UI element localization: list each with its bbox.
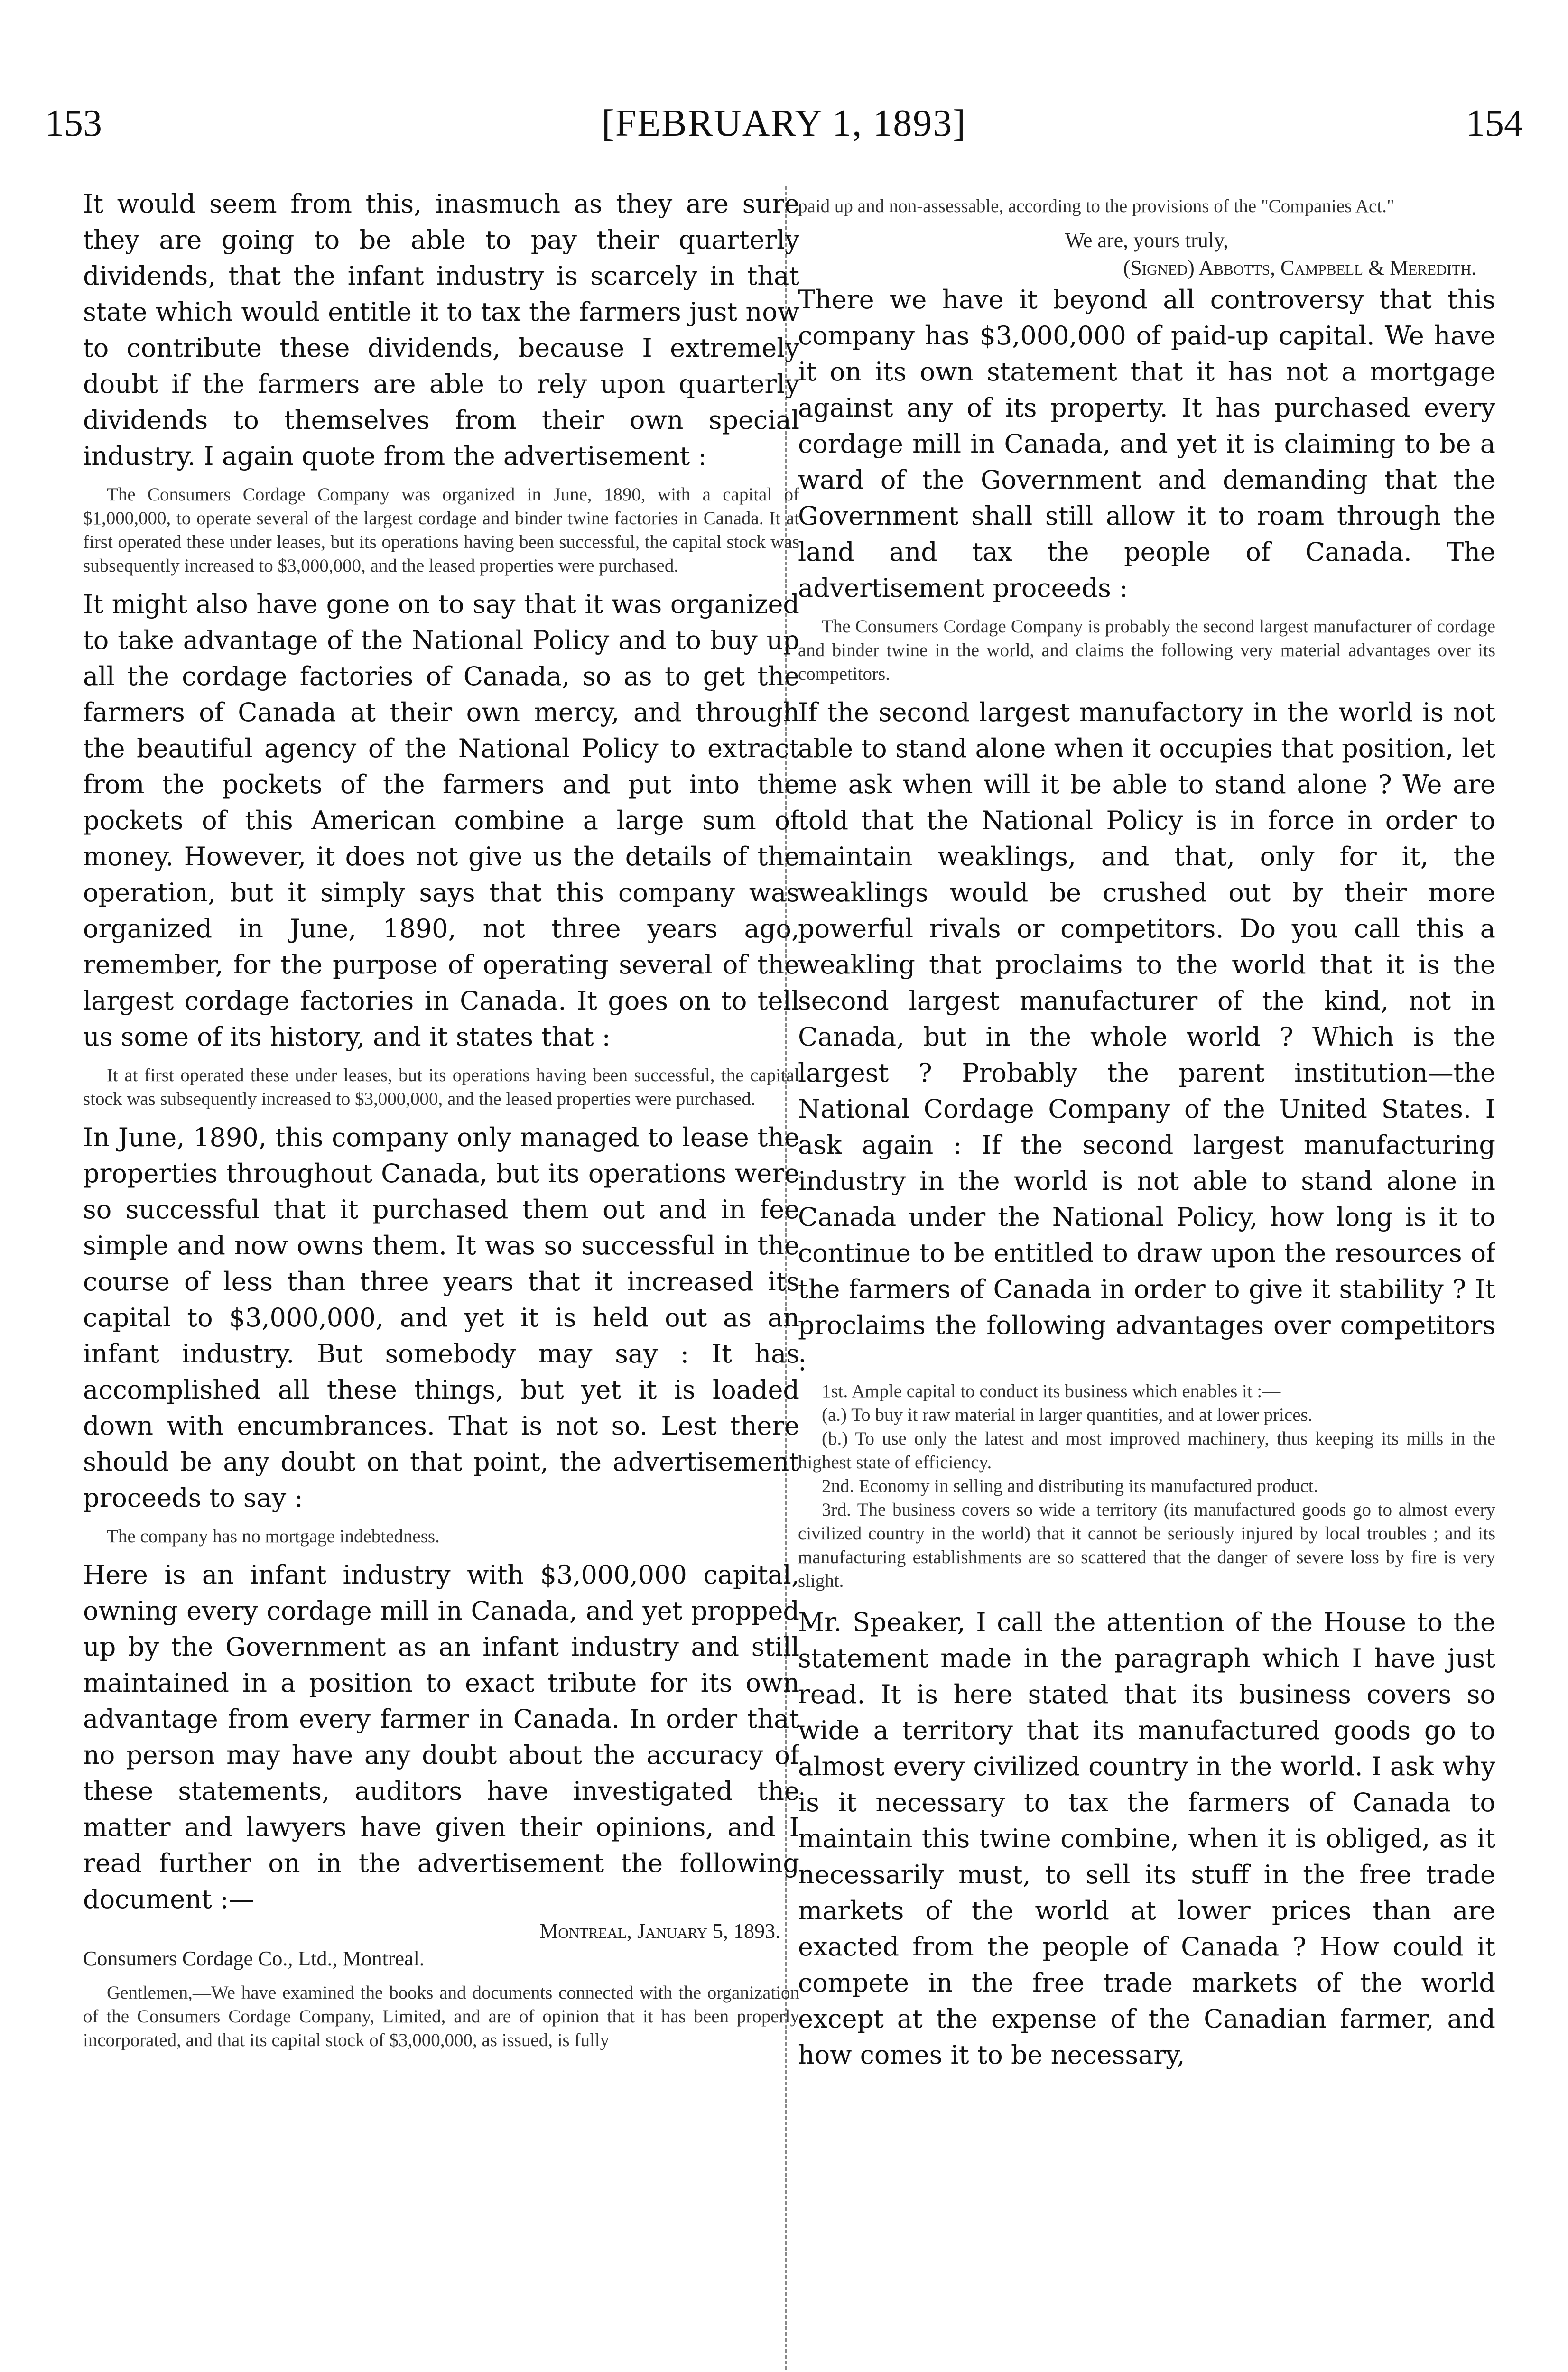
left-quote-3: The company has no mortgage indebtedness. xyxy=(107,1526,440,1547)
letter-closing: We are, yours truly, xyxy=(1065,229,1229,252)
left-paragraph-4: Here is an infant industry with $3,000,000 capital, owning every cordage mill in Canada, and yet propped up by the Government as an infant industry and still maintained in a position to exact tribute for its own advantage from every farmer in Canada. In order that no person may have any doubt about the accuracy of these statements, auditors have investigated the matter and lawyers have given their opinions, and I read further on in the advertisement the following document :— xyxy=(83,1560,799,1914)
advantage-list-item: 3rd. The business covers so wide a territory (its manufactured goods go to almost every civilized country in the world) that it cannot be seriously injured by local troubles ; and its manufacturing establishments are so scattered that the danger of severe loss by fire is very slight. xyxy=(798,1500,1495,1591)
letter-signature: (Signed) Abbotts, Campbell & Meredith. xyxy=(1123,256,1476,279)
left-paragraph-3: In June, 1890, this company only managed to lease the properties throughout Canada, but its operations were so successful that it purchased them out and in fee simple and now owns them. It was so successful in the course of less than three years that it increased its capital to $3,000,000, and yet it is held out as an infant industry. But somebody may say : It has accomplished all these things, but yet it is loaded down with encumbrances. That is not so. Lest there should be any doubt on that point, the advertisement proceeds to say : xyxy=(83,1122,799,1513)
left-quote-1: The Consumers Cordage Company was organized in June, 1890, with a capital of $1,000,000, to operate several of the largest cordage and binder twine factories in Canada. It at first operated these under leases, but its operations having been successful, the capital stock was subsequently increased to $3,000,000, and the leased properties were purchased. xyxy=(83,484,799,576)
right-page-number: 154 xyxy=(1466,102,1523,144)
header-date: [FEBRUARY 1, 1893] xyxy=(602,102,966,144)
left-paragraph-1: It would seem from this, inasmuch as they are sure they are going to be able to pay their quarterly dividends, that the infant industry is scarcely in that state which would entitle it to tax the farmers just now to contribute these dividends, because I extremely doubt if the farmers are able to rely upon quarterly dividends to themselves from their own special industry. I again quote from the advertisement : xyxy=(83,189,799,471)
right-paragraph-3: Mr. Speaker, I call the attention of the House to the statement made in the paragraph which I have just read. It is here stated that its business covers so wide a territory that its manufactured goods go to almost every civilized country in the world. I ask why is it necessary to tax the farmers of Canada to maintain this twine combine, when it is obliged, as it necessarily must, to sell its stuff in the free trade markets of the world at lower prices than are exacted from the people of Canada ? How could it compete in the free trade markets of the world except at the expense of the Canadian farmer, and how comes it to be necessary, xyxy=(798,1607,1495,2070)
advantage-list-item: (b.) To use only the latest and most improved machinery, thus keeping its mills in the highest state of efficiency. xyxy=(798,1428,1495,1473)
advantage-list-item: 1st. Ample capital to conduct its business which enables it :— xyxy=(822,1381,1281,1401)
right-paragraph-1: There we have it beyond all controversy that this company has $3,000,000 of paid-up capital. We have it on its own statement that it has not a mortgage against any of its property. It has purchased every cordage mill in Canada, and yet it is claiming to be a ward of the Government and demanding that the Government shall still allow it to roam through the land and tax the people of Canada. The advertisement proceeds : xyxy=(798,285,1495,603)
right-quote-1: The Consumers Cordage Company is probably the second largest manufacturer of cordage and binder twine in the world, and claims the following very material advantages over its competitors. xyxy=(798,616,1495,684)
advantage-list-item: 2nd. Economy in selling and distributing its manufactured product. xyxy=(822,1476,1318,1496)
letter-body: Gentlemen,—We have examined the books and documents connected with the organization of the Consumers Cordage Company, Limited, and are of opinion that it has been properly incorporated, and that its capital stock of $3,000,000, as issued, is fully xyxy=(83,1983,799,2050)
right-paragraph-2: If the second largest manufactory in the world is not able to stand alone when it occupies that position, let me ask when will it be able to stand alone ? We are told that the National Policy is in force in order to maintain weaklings, and that, only for it, the weaklings would be crushed out by their more powerful rivals or competitors. Do you call this a weakling that proclaims to the world that it is the second largest manufacturer of the kind, not in Canada, but in the whole world ? Which is the largest ? Probably the parent institution—the National Cordage Company of the United States. I ask again : If the second largest manufacturing industry in the world is not able to stand alone in Canada under the National Policy, how long is it to continue to be entitled to draw upon the resources of the farmers of Canada in order to give it stability ? It proclaims the following advantages over competitors : xyxy=(798,697,1495,1376)
letter-continuation: paid up and non-assessable, according to the provisions of the "Companies Act." xyxy=(798,196,1394,216)
advantage-list-item: (a.) To buy it raw material in larger quantities, and at lower prices. xyxy=(822,1405,1313,1425)
left-page-number: 153 xyxy=(45,102,102,144)
right-column xyxy=(798,186,1495,2372)
left-quote-2: It at first operated these under leases, but its operations having been successful, the capital stock was subsequently increased to $3,000,000, and the leased properties were purchased. xyxy=(83,1065,799,1109)
letter-addressee: Consumers Cordage Co., Ltd., Montreal. xyxy=(83,1947,425,1970)
page-header xyxy=(45,97,1523,149)
letter-date: Montreal, January 5, 1893. xyxy=(539,1919,780,1943)
left-paragraph-2: It might also have gone on to say that it was organized to take advantage of the National Policy and to buy up all the cordage factories of Canada, so as to get the farmers of Canada at their own mercy, and through the beautiful agency of the National Policy to extract from the pockets of the farmers and put into the pockets of this American combine a large sum of money. However, it does not give us the details of the operation, but it simply says that this company was organized in June, 1890, not three years ago, remember, for the purpose of operating several of the largest cordage factories in Canada. It goes on to tell us some of its history, and it states that : xyxy=(83,589,799,1052)
left-column xyxy=(83,186,799,2372)
